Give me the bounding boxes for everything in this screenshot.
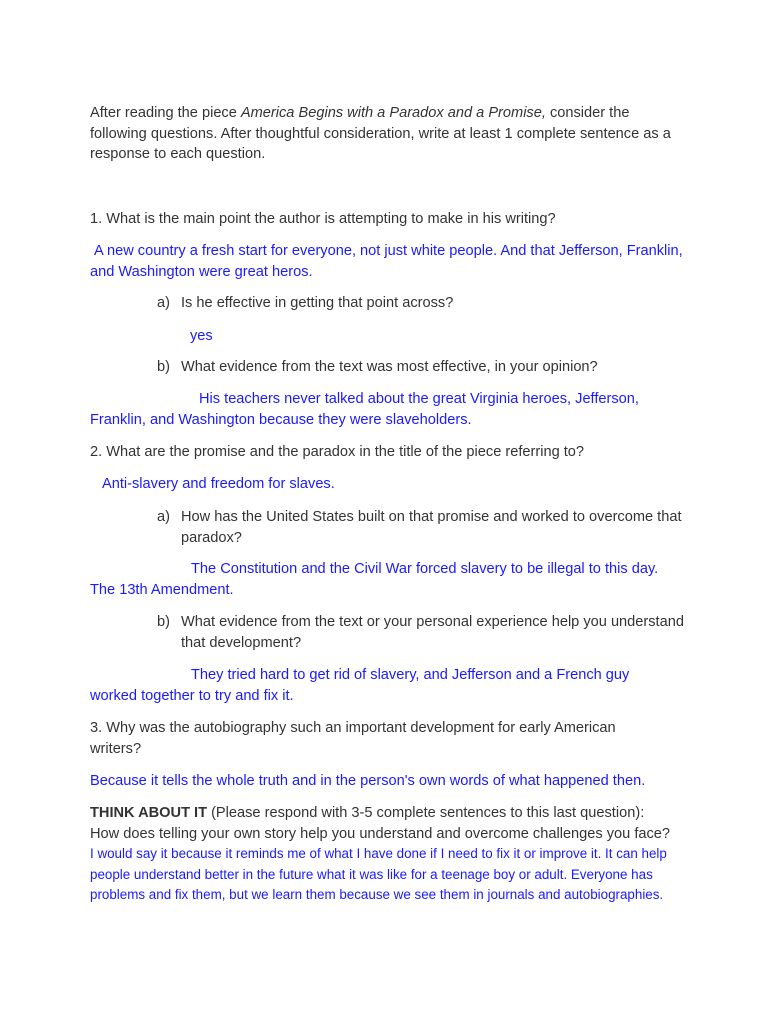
question-2: 2. What are the promise and the paradox in the title of the piece referring to? xyxy=(90,444,585,460)
question-1b xyxy=(157,357,687,378)
think-heading: THINK ABOUT IT xyxy=(90,805,208,821)
answer-2b xyxy=(90,665,660,706)
answer-2-text: Anti-slavery and freedom for slaves. xyxy=(102,476,335,492)
intro-piece-title: America Begins with a Paradox and a Promise, xyxy=(240,105,546,121)
answer-3: Because it tells the whole truth and in the person's own words of what happened then. xyxy=(90,773,646,789)
think-about-it xyxy=(90,803,675,906)
question-2b xyxy=(157,612,687,653)
question-2a-text: How has the United States built on that promise and worked to overcome that paradox? xyxy=(181,509,682,546)
intro-prefix: After reading the piece xyxy=(90,105,241,121)
question-1a-marker: a) xyxy=(157,295,170,311)
intro-suffix: consider the following questions. After thoughtful consideration, write at least 1 complete sentence as a response to each question. xyxy=(90,105,671,162)
answer-1a: yes xyxy=(190,328,213,344)
question-1a-text: Is he effective in getting that point across? xyxy=(181,295,454,311)
intro-paragraph xyxy=(90,103,690,165)
question-2b-text: What evidence from the text or your personal experience help you understand that development? xyxy=(181,614,684,651)
question-2a-marker: a) xyxy=(157,509,170,525)
question-1b-marker: b) xyxy=(157,359,170,375)
answer-1b-text: His teachers never talked about the great Virginia heroes, Jefferson, Franklin, and Washington because they were slaveholders. xyxy=(90,391,639,428)
answer-2b-text: They tried hard to get rid of slavery, and Jefferson and a French guy worked together to try and fix it. xyxy=(90,667,630,704)
think-answer: I would say it because it reminds me of what I have done if I need to fix it or improve it. It can help people understand better in the future what it was like for a teenage boy or adult. Everyone has problems and fix them, but we learn them because we see them in journals and autobiographies. xyxy=(90,846,667,902)
question-1a xyxy=(157,293,687,314)
question-2b-marker: b) xyxy=(157,614,170,630)
question-1: 1. What is the main point the author is attempting to make in his writing? xyxy=(90,211,556,227)
answer-2a xyxy=(90,559,680,600)
question-3: 3. Why was the autobiography such an important development for early American writers? xyxy=(90,720,616,757)
answer-1b xyxy=(90,389,690,430)
question-1b-text: What evidence from the text was most effective, in your opinion? xyxy=(181,359,598,375)
answer-1 xyxy=(90,241,690,282)
question-2a xyxy=(157,507,687,548)
answer-1-text: A new country a fresh start for everyone, not just white people. And that Jefferson, Franklin, and Washington were great heros. xyxy=(90,243,683,280)
answer-2a-text: The Constitution and the Civil War forced slavery to be illegal to this day. The 13th Amendment. xyxy=(90,561,659,598)
think-prompt: (Please respond with 3-5 complete sentences to this last question): How does telling your own story help you understand and overcome challenges you face? xyxy=(90,805,671,842)
answer-2 xyxy=(90,474,690,495)
